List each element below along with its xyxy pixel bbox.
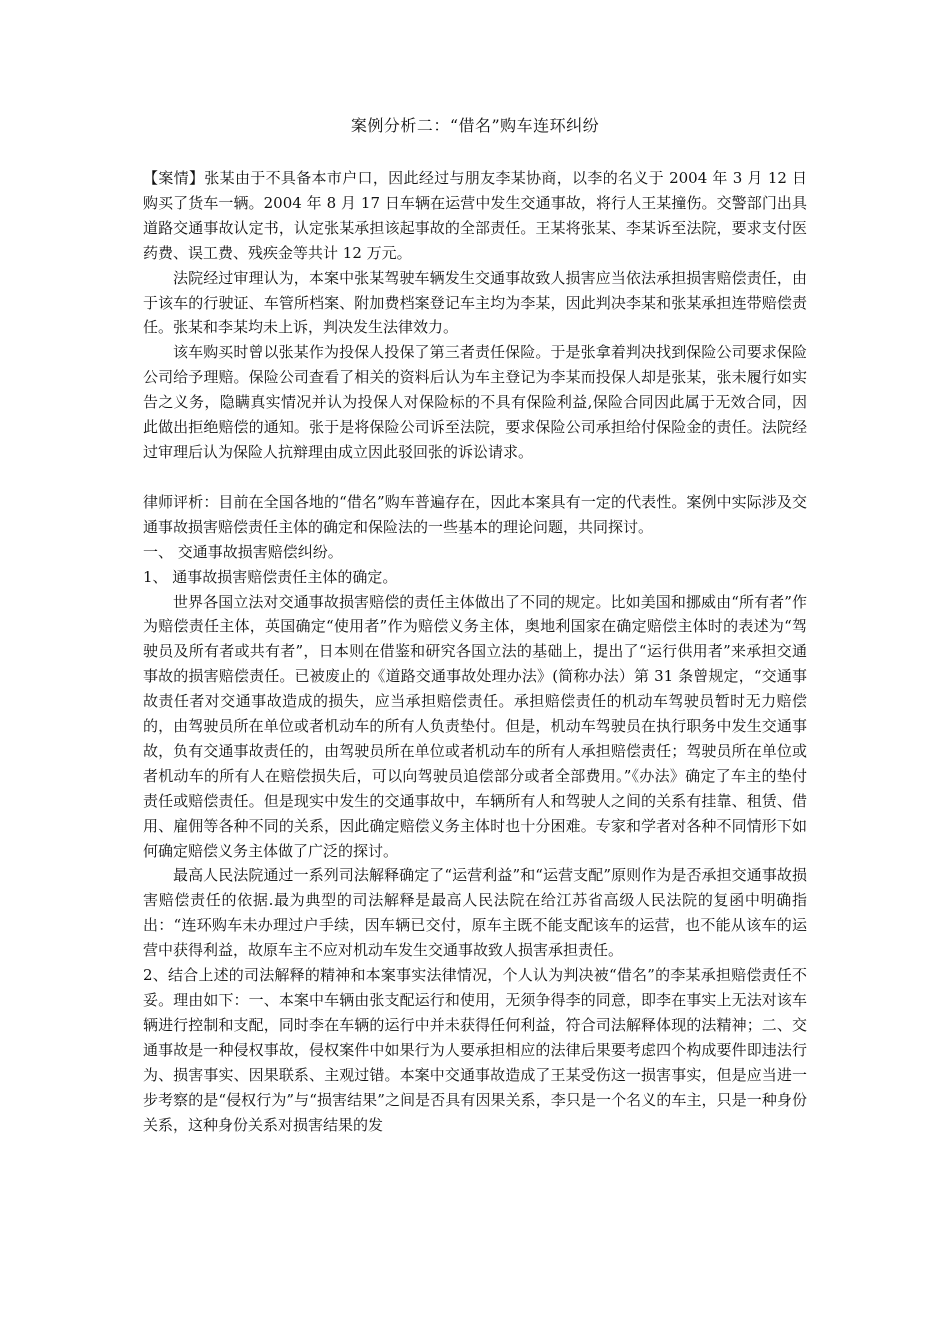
document-body — [143, 113, 807, 1137]
analysis-intro: 律师评析：目前在全国各地的“借名”购车普遍存在，因此本案具有一定的代表性。案例中实际涉及交通事故损害赔偿责任主体的确定和保险法的一些基本的理论问题，共同探讨。 — [143, 492, 807, 536]
paragraph-spacer — [143, 465, 807, 490]
analysis-paragraph: 世界各国立法对交通事故损害赔偿的责任主体做出了不同的规定。比如美国和挪威由“所有者”作为赔偿责任主体，英国确定“使用者”作为赔偿义务主体，奥地利国家在确定赔偿主体时的表述为“驾驶员及所有者或共有者”，日本则在借鉴和研究各国立法的基础上，提出了“运行供用者”来承担交通事故的损害赔偿责任。已被废止的《道路交通事故处理办法》(简称办法）第 31 条曾规定，“交通事故责任者对交通事故造成的损失，应当承担赔偿责任。承担赔偿责任的机动车驾驶员暂时无力赔偿的，由驾驶员所在单位或者机动车的所有人负责垫付。但是，机动车驾驶员在执行职务中发生交通事故，负有交通事故责任的，由驾驶员所在单位或者机动车的所有人承担赔偿责任；驾驶员所在单位或者机动车的所有人在赔偿损失后，可以向驾驶员追偿部分或者全部费用。”《办法》确定了车主的垫付责任或赔偿责任。但是现实中发生的交通事故中，车辆所有人和驾驶人之间的关系有挂靠、租赁、借用、雇佣等各种不同的关系，因此确定赔偿义务主体时也十分困难。专家和学者对各种不同情形下如何确定赔偿义务主体做了广泛的探讨。 — [143, 592, 807, 860]
case-paragraph: 【案情】张某由于不具备本市户口，因此经过与朋友李某协商，以李的名义于 2004 年 3 月 12 日购买了货车一辆。2004 年 8 月 17 日车辆在运营中发生交通事故，将行人王某撞伤。交警部门出具道路交通事故认定书，认定张某承担该起事故的全部责任。王某将张某、李某诉至法院，要求支付医药费、误工费、残疾金等共计 12 万元。 — [143, 169, 807, 262]
document-title: 案例分析二：“借名”购车连环纠纷 — [350, 116, 600, 135]
section-heading: 一、 交通事故损害赔偿纠纷。 — [143, 542, 343, 561]
subsection-heading: 1、 通事故损害赔偿责任主体的确定。 — [143, 567, 398, 586]
conclusion-paragraph: 2、结合上述的司法解释的精神和本案事实法律情况，个人认为判决被“借名”的李某承担赔偿责任不妥。理由如下：一、本案中车辆由张支配运行和使用，无须争得李的同意，即李在事实上无法对该车辆进行控制和支配，同时李在车辆的运行中并未获得任何利益，符合司法解释体现的法精神；二、交通事故是一种侵权事故，侵权案件中如果行为人要承担相应的法律后果要考虑四个构成要件即违法行为、损害事实、因果联系、主观过错。本案中交通事故造成了王某受伤这一损害事实，但是应当进一步考察的是“侵权行为”与“损害结果”之间是否具有因果关系，李只是一个名义的车主，只是一种身份关系，这种身份关系对损害结果的发 — [143, 966, 807, 1134]
analysis-paragraph: 最高人民法院通过一系列司法解释确定了“运营利益”和“运营支配”原则作为是否承担交通事故损害赔偿责任的依据.最为典型的司法解释是最高人民法院在给江苏省高级人民法院的复函中明确指出：“连环购车未办理过户手续，因车辆已交付，原车主既不能支配该车的运营，也不能从该车的运营中获得利益，故原车主不应对机动车发生交通事故致人损害承担责任。 — [143, 866, 807, 960]
case-paragraph: 该车购买时曾以张某作为投保人投保了第三者责任保险。于是张拿着判决找到保险公司要求保险公司给予理赔。保险公司查看了相关的资料后认为车主登记为李某而投保人却是张某，张未履行如实告之义务，隐瞒真实情况并认为投保人对保险标的不具有保险利益,保险合同因此属于无效合同，因此做出拒绝赔偿的通知。张于是将保险公司诉至法院，要求保险公司承担给付保险金的责任。法院经过审理后认为保险人抗辩理由成立因此驳回张的诉讼请求。 — [143, 343, 807, 461]
case-paragraph: 法院经过审理认为，本案中张某驾驶车辆发生交通事故致人损害应当依法承担损害赔偿责任，由于该车的行驶证、车管所档案、附加费档案登记车主均为李某，因此判决李某和张某承担连带赔偿责任。张某和李某均未上诉，判决发生法律效力。 — [143, 268, 807, 337]
